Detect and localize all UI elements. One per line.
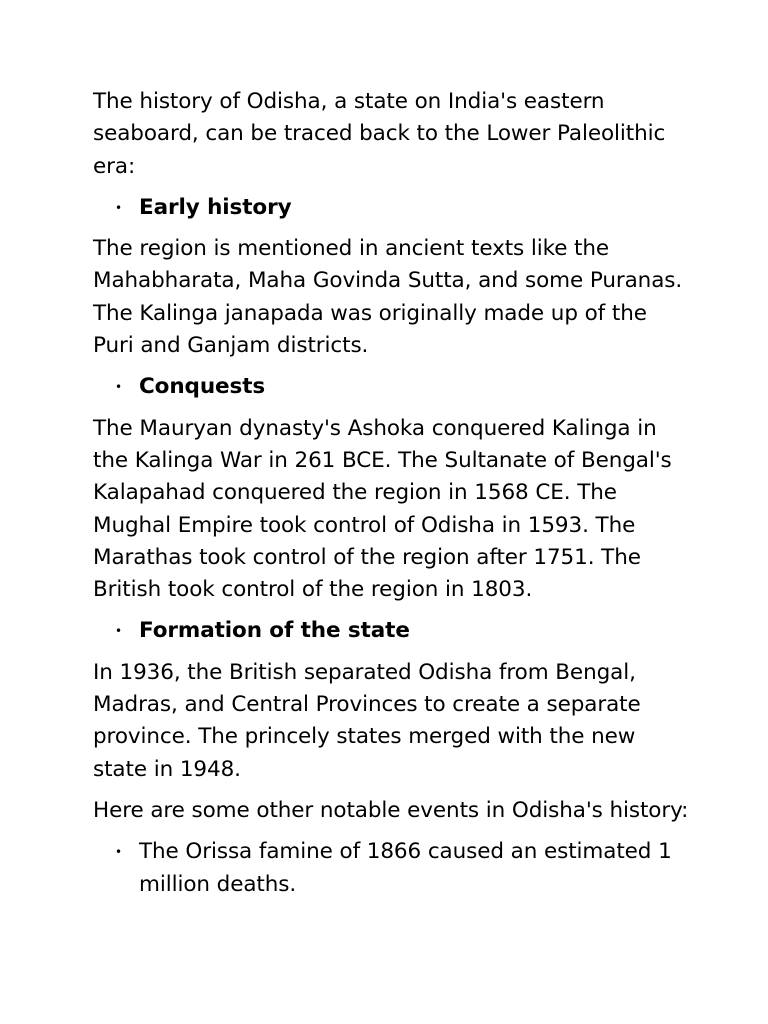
other-events-intro: Here are some other notable events in Odisha's history: <box>93 797 689 823</box>
document-content <box>93 86 693 910</box>
bullet-icon: • <box>115 845 122 860</box>
intro-paragraph: The history of Odisha, a state on India's eastern seaboard, can be traced back to the Lower Paleolithic era: <box>93 89 666 179</box>
bullet-icon: • <box>115 380 122 395</box>
section-heading-text: Formation of the state <box>139 618 410 644</box>
list-item-text: The Orissa famine of 1866 caused an estimated 1 million deaths. <box>139 839 672 897</box>
bullet-icon: • <box>115 200 122 215</box>
section-body-formation: In 1936, the British separated Odisha from Bengal, Madras, and Central Provinces to create a separate province. The princely states merged with the new state in 1948. <box>93 659 641 782</box>
bullet-icon: • <box>115 624 122 639</box>
section-body-conquests: The Mauryan dynasty's Ashoka conquered Kalinga in the Kalinga War in 261 BCE. The Sultanate of Bengal's Kalapahad conquered the region in 1568 CE. The Mughal Empire took control of Odisha in 1593. The Marathas took control of the region after 1751. The British took control of the region in 1803. <box>93 415 672 603</box>
section-heading-conquests <box>93 371 693 403</box>
section-heading-early-history <box>93 192 693 224</box>
section-heading-text: Conquests <box>139 374 266 400</box>
section-body-early-history: The region is mentioned in ancient texts like the Mahabharata, Maha Govinda Sutta, and some Puranas. The Kalinga janapada was originally made up of the Puri and Ganjam districts. <box>93 236 683 359</box>
section-heading-formation <box>93 615 693 647</box>
section-heading-text: Early history <box>139 194 292 220</box>
list-item <box>93 836 693 901</box>
